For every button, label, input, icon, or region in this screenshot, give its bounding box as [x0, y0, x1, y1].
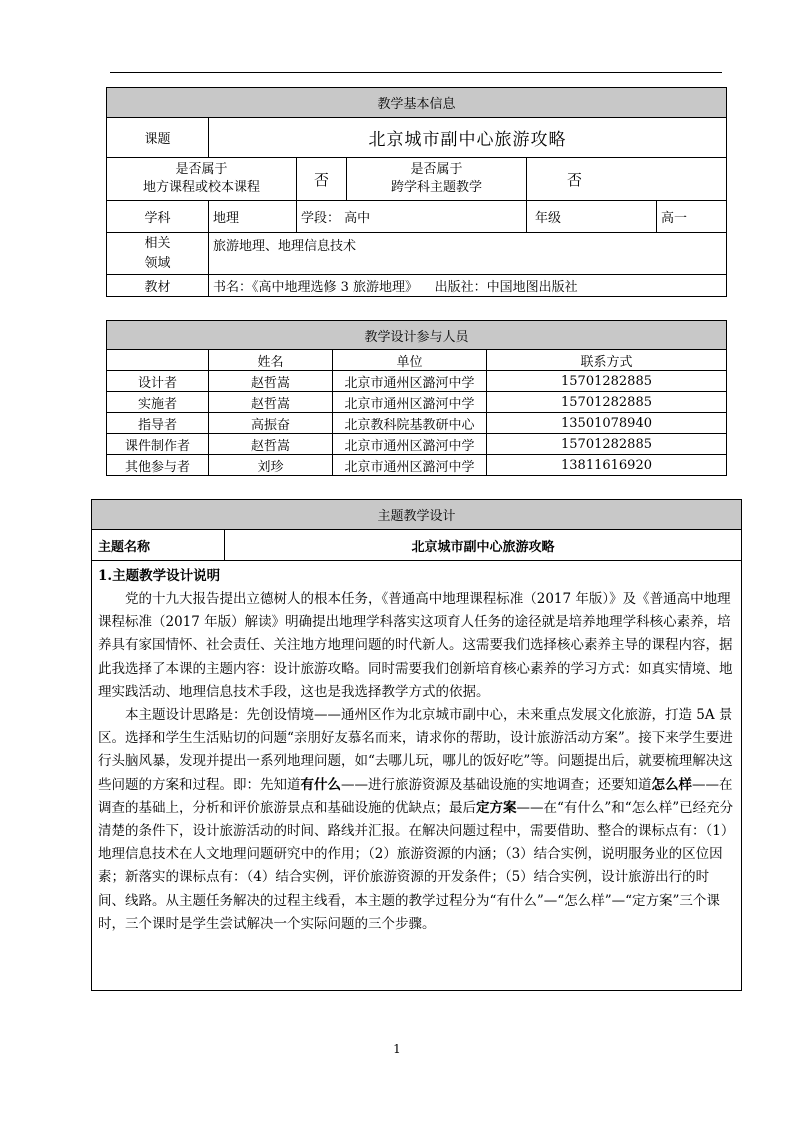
staff-table	[106, 320, 727, 476]
textbook-value: 书名：《高中地理选修 3 旅游地理》 出版社：中国地图出版社	[209, 275, 727, 297]
staff-col-name: 姓名	[209, 350, 333, 371]
paragraph-2-text-a: 本主题设计思路是：先创设情境——通州区作为北京城市副中心，未来重点发展文化旅游，打造 5A 景区。选择和学生生活贴切的问题“亲朋好友慕名而来，请求你的帮助，设计旅游活动方案”。接下来学生要进行头脑风暴，发现并提出一系列地理问题，如“去哪儿玩，哪儿的饭好吃”等。问题提出后，就要梳理解决这些问题的方案和过程。即：先知道	[98, 707, 733, 793]
staff-role: 课件制作者	[107, 434, 209, 455]
stage-value: 高中	[344, 211, 371, 226]
field-label	[107, 233, 209, 275]
staff-role: 实施者	[107, 392, 209, 413]
staff-phone: 15701282885	[487, 434, 727, 455]
staff-unit: 北京市通州区潞河中学	[333, 371, 487, 392]
paragraph-2	[98, 704, 735, 936]
design-description-cell	[92, 561, 742, 991]
local-course-label-line2: 地方课程或校本课程	[142, 180, 260, 195]
subject-label: 学科	[107, 201, 209, 233]
theme-design-table	[91, 499, 742, 991]
header-rule	[110, 72, 722, 73]
subject-value: 地理	[209, 201, 297, 233]
topic-value: 北京城市副中心旅游攻略	[209, 118, 727, 158]
staff-col-unit: 单位	[333, 350, 487, 371]
stage-label: 学段：	[301, 211, 341, 226]
staff-role: 指导者	[107, 413, 209, 434]
staff-role: 设计者	[107, 371, 209, 392]
field-label-line1: 相关	[144, 235, 171, 251]
local-course-label	[107, 158, 297, 201]
staff-phone: 13811616920	[487, 455, 727, 476]
staff-phone: 15701282885	[487, 371, 727, 392]
theme-name-label: 主题名称	[92, 530, 225, 561]
staff-unit: 北京教科院基教研中心	[333, 413, 487, 434]
grade-value: 高一	[657, 201, 727, 233]
table-row	[107, 392, 727, 413]
theme-name-value: 北京城市副中心旅游攻略	[225, 530, 742, 561]
paragraph-2-text-b: ——进行旅游资源及基础设施的实地调查；还要知道	[341, 776, 652, 793]
stage-cell	[297, 201, 527, 233]
staff-name: 赵哲嵩	[209, 434, 333, 455]
staff-name: 刘珍	[209, 455, 333, 476]
staff-name: 高振奋	[209, 413, 333, 434]
staff-unit: 北京市通州区潞河中学	[333, 392, 487, 413]
staff-unit: 北京市通州区潞河中学	[333, 434, 487, 455]
staff-phone: 15701282885	[487, 392, 727, 413]
theme-design-header: 主题教学设计	[92, 500, 742, 530]
field-value: 旅游地理、地理信息技术	[209, 233, 727, 275]
staff-unit: 北京市通州区潞河中学	[333, 455, 487, 476]
local-course-label-line1: 是否属于	[175, 162, 228, 177]
basic-info-table	[106, 87, 727, 297]
topic-label: 课题	[107, 118, 209, 158]
paragraph-2-text-d: ——在“有什么”和“怎么样”已经充分清楚的条件下，设计旅游活动的时间、路线并汇报。在解决问题过程中，需要借助、整合的课标点有：（1）地理信息技术在人文地理问题研究中的作用；（2）旅游资源的内涵；（3）结合实例，说明服务业的区位因素；新落实的课标点有：（4）结合实例，评价旅游资源的开发条件；（5）结合实例，设计旅游出行的时间、线路。从主题任务解决的过程主线看，本主题的教学过程分为“有什么”—“怎么样”—“定方案”三个课时，三个课时是学生尝试解决一个实际问题的三个步骤。	[98, 799, 735, 932]
local-course-value: 否	[297, 158, 347, 201]
staff-name: 赵哲嵩	[209, 371, 333, 392]
grade-label: 年级	[527, 201, 657, 233]
staff-role: 其他参与者	[107, 455, 209, 476]
table-row	[107, 455, 727, 476]
field-label-line2: 领域	[144, 255, 171, 271]
paragraph-1: 党的十九大报告提出立德树人的根本任务，《普通高中地理课程标准（2017 年版）》及《普通高中地理课程标准（2017 年版）解读》明确提出地理学科落实这项育人任务的途径就是培养地理学科核心素养，培养具有家国情怀、社会责任、关注地方地理问题的时代新人。这需要我们选择核心素养主导的课程内容，据此我选择了本课的主题内容：设计旅游攻略。同时需要我们创新培育核心素养的学习方式：如真实情境、地理实践活动、地理信息技术手段，这也是我选择教学方式的依据。	[98, 591, 733, 700]
keyword-what: 有什么	[300, 776, 341, 793]
table-row	[107, 434, 727, 455]
staff-col-0	[107, 350, 209, 371]
table-row	[107, 371, 727, 392]
paragraph-2-text-c: ——在调查的基础上，分析和评价旅游景点和基础设施的优缺点；最后	[98, 776, 733, 816]
staff-name: 赵哲嵩	[209, 392, 333, 413]
keyword-plan: 定方案	[476, 799, 517, 816]
cross-subject-label-line1: 是否属于	[410, 162, 463, 177]
cross-subject-value: 否	[527, 158, 727, 201]
section-title: 1.主题教学设计说明	[98, 568, 221, 584]
page-number: 1	[393, 1042, 401, 1056]
staff-col-contact: 联系方式	[487, 350, 727, 371]
cross-subject-label	[347, 158, 527, 201]
basic-info-header: 教学基本信息	[107, 88, 727, 118]
keyword-how: 怎么样	[651, 776, 692, 793]
cross-subject-label-line2: 跨学科主题教学	[390, 180, 482, 195]
staff-phone: 13501078940	[487, 413, 727, 434]
table-row	[107, 413, 727, 434]
staff-header: 教学设计参与人员	[107, 321, 727, 350]
textbook-label: 教材	[107, 275, 209, 297]
